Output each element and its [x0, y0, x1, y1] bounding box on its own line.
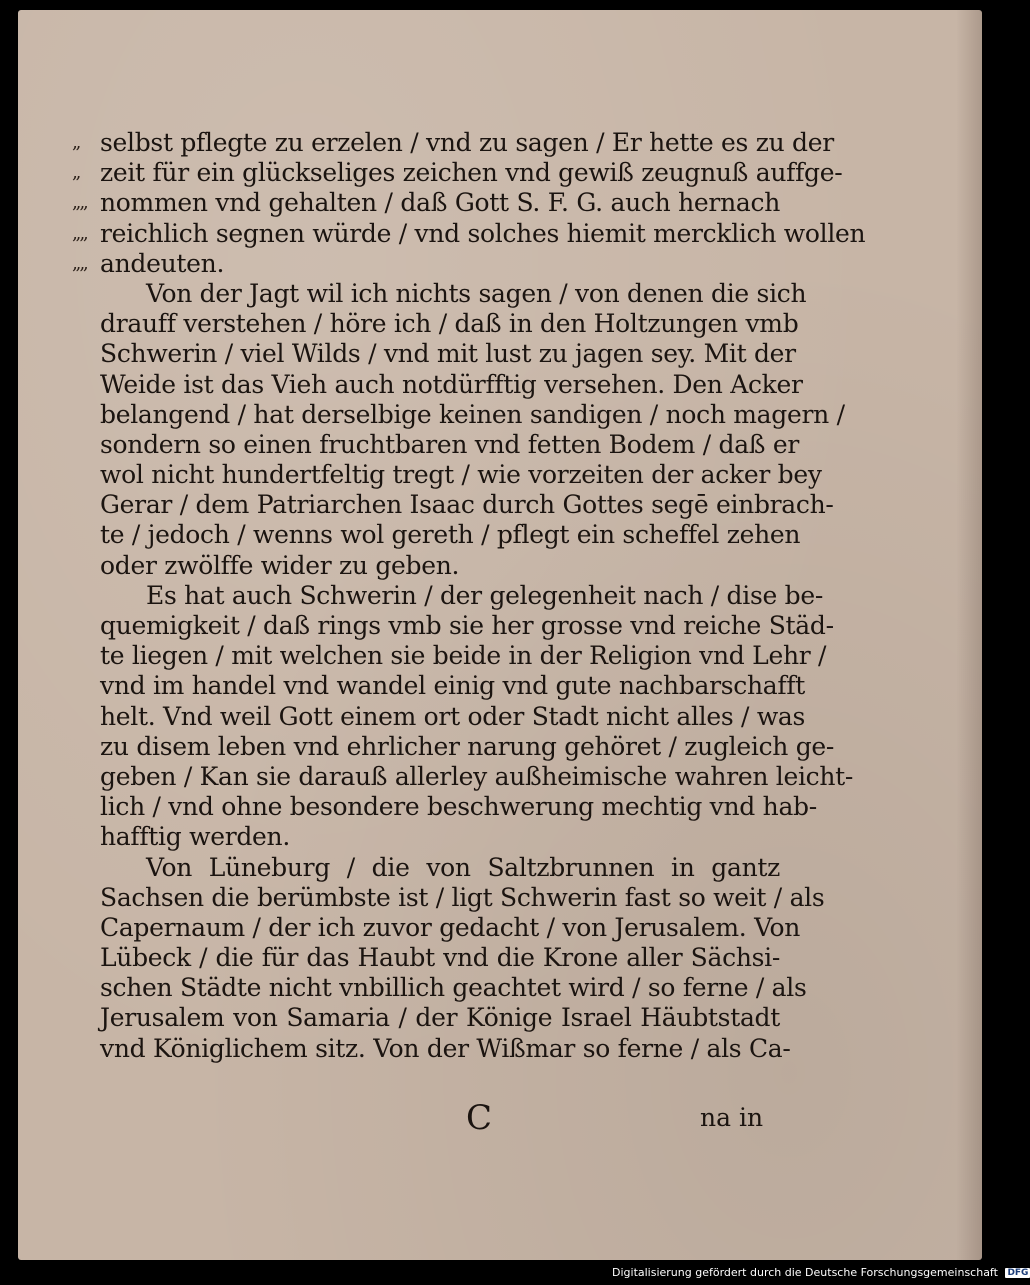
text-line [100, 912, 801, 943]
signature-mark: C [466, 1098, 493, 1138]
line-text: belangend / hat derselbige keinen sandigen / noch magern / [100, 399, 845, 429]
text-line [72, 158, 843, 188]
quotation-mark: „„ [72, 252, 87, 274]
text-line [100, 520, 801, 550]
line-text: Schwerin / viel Wilds / vnd mit lust zu jagen sey. Mit der [100, 339, 796, 369]
text-line [72, 218, 866, 249]
line-text: hafftig werden. [100, 822, 290, 852]
funding-footer [612, 1266, 1030, 1279]
text-line [100, 399, 845, 430]
line-text: drauff verstehen / höre ich / daß in den Holtzungen vmb [100, 309, 799, 339]
text-line [100, 761, 854, 792]
line-text: Sachsen die berümbste ist / ligt Schwerin fast so weit / als [100, 882, 825, 912]
line-text: nommen vnd gehalten / daß Gott S. F. G. auch hernach [100, 188, 780, 218]
line-text: Capernaum / der ich zuvor gedacht / von Jerusalem. Von [100, 912, 801, 942]
line-text: vnd Königlichem sitz. Von der Wißmar so ferne / als Ca- [100, 1033, 791, 1063]
line-text: geben / Kan sie darauß allerley außheimische wahren leicht- [100, 761, 854, 791]
line-text: andeuten. [100, 248, 225, 278]
line-text: Es hat auch Schwerin / der gelegenheit nach / dise be- [146, 580, 823, 610]
text-line [100, 1003, 780, 1033]
catchword: na in [700, 1103, 764, 1132]
text-line [100, 339, 796, 369]
quotation-mark: „ [72, 132, 80, 153]
text-line [100, 701, 806, 732]
text-line [100, 611, 834, 641]
text-line [72, 128, 834, 158]
text-line [100, 1033, 791, 1064]
line-text: te / jedoch / wenns wol gereth / pflegt ein scheffel zehen [100, 520, 801, 550]
text-line [100, 671, 806, 701]
line-text: zu disem leben vnd ehrlicher narung gehöret / zugleich ge- [100, 731, 835, 761]
line-text: sondern so einen fruchtbaren vnd fetten Bodem / daß er [100, 429, 799, 459]
text-line [100, 309, 799, 339]
page-edge-shadow [956, 10, 982, 1260]
line-text: reichlich segnen würde / vnd solches hiemit mercklich wollen [100, 218, 866, 248]
text-line [100, 822, 780, 852]
text-line [100, 943, 780, 973]
text-line [100, 490, 834, 520]
text-line [100, 369, 803, 400]
text-line [100, 853, 780, 883]
text-line [100, 460, 822, 490]
line-text: helt. Vnd weil Gott einem ort oder Stadt nicht alles / was [100, 701, 806, 731]
text-line [100, 882, 825, 913]
line-text: Von der Jagt wil ich nichts sagen / von denen die sich [146, 278, 807, 308]
line-text: wol nicht hundertfeltig tregt / wie vorzeiten der acker bey [100, 460, 822, 490]
dfg-logo: DFG [1007, 1268, 1029, 1278]
book-page [18, 10, 982, 1260]
line-text: quemigkeit / daß rings vmb sie her grosse vnd reiche Städ- [100, 611, 834, 640]
line-text: schen Städte nicht vnbillich geachtet wird / so ferne / als [100, 973, 807, 1003]
text-line [100, 973, 807, 1003]
funding-text: Digitalisierung gefördert durch die Deutsche Forschungsgemeinschaft [612, 1266, 998, 1279]
line-text: lich / vnd ohne besondere beschwerung mechtig vnd hab- [100, 792, 817, 822]
quotation-mark: „„ [72, 192, 87, 214]
line-text: zeit für ein glückseliges zeichen vnd gewiß zeugnuß auffge- [100, 158, 843, 188]
text-line [72, 248, 780, 279]
text-line [100, 429, 799, 460]
body-text [72, 128, 866, 1064]
line-text: selbst pflegte zu erzelen / vnd zu sagen / Er hette es zu der [100, 128, 834, 157]
line-text: Lübeck / die für das Haubt vnd die Krone aller Sächsi- [100, 943, 780, 973]
quotation-mark: „„ [72, 222, 87, 244]
text-line [100, 580, 823, 611]
line-text: te liegen / mit welchen sie beide in der Religion vnd Lehr / [100, 641, 827, 671]
line-text: Weide ist das Vieh auch notdürfftig versehen. Den Acker [100, 369, 803, 399]
line-text: oder zwölffe wider zu geben. [100, 550, 460, 580]
line-text: vnd im handel vnd wandel einig vnd gute nachbarschafft [100, 671, 806, 701]
text-line [100, 551, 780, 581]
text-line [100, 641, 827, 671]
text-line [72, 188, 780, 218]
quotation-mark: „ [72, 162, 80, 184]
text-line [100, 731, 835, 762]
text-line [100, 792, 817, 822]
text-line [100, 278, 807, 309]
line-text: Jerusalem von Samaria / der Könige Israel Häubtstadt [100, 1003, 780, 1033]
line-text: Gerar / dem Patriarchen Isaac durch Gottes segē einbrach- [100, 490, 834, 520]
line-text: Von Lüneburg / die von Saltzbrunnen in gantz [146, 852, 780, 882]
